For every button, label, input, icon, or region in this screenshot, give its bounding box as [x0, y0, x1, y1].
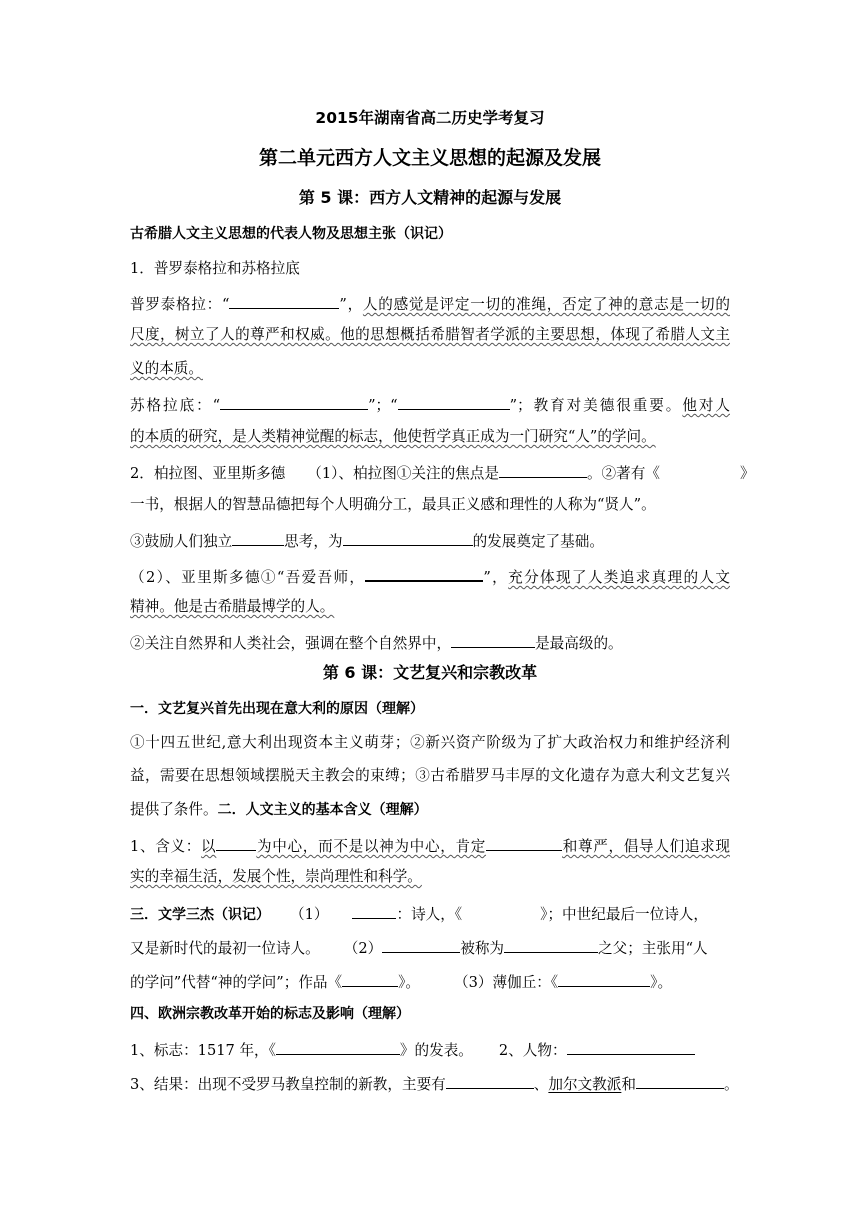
text: 之父；主张用“人 — [598, 940, 708, 957]
fill-blank[interactable] — [499, 461, 587, 478]
text: （1） — [290, 906, 329, 923]
reason-line3 — [130, 800, 428, 820]
fill-blank[interactable] — [451, 631, 535, 648]
text: 》 — [739, 465, 755, 482]
literature-line1 — [130, 902, 708, 925]
text: 是最高级的。 — [535, 635, 623, 652]
reason-line1: ①十四五世纪,意大利出现资本主义萌芽；②新兴资产阶级为了扩大政治权力和维护经济利 — [130, 734, 730, 751]
plato-line2: 一书，根据人的智慧品德把每个人明确分工，最具正义感和理性的人称为“贤人”。 — [130, 496, 656, 513]
fill-blank[interactable] — [229, 292, 339, 309]
fill-blank[interactable] — [276, 1038, 400, 1055]
text: 他对人 — [682, 397, 730, 414]
text: ：诗人，《 — [396, 906, 463, 923]
lesson6-title: 第 6 课：文艺复兴和宗教改革 — [322, 663, 538, 682]
text: ”， — [483, 569, 509, 586]
text: 和尊严，倡导人们追求现 — [562, 838, 730, 855]
fill-blank[interactable] — [636, 1072, 724, 1089]
fill-blank[interactable] — [352, 902, 396, 919]
text: 和 — [621, 1076, 636, 1093]
fill-blank[interactable] — [343, 529, 473, 546]
text: 的学问”代替“神的学问”；作品《 — [130, 974, 343, 991]
section-renaissance-reason: 一．文艺复兴首先出现在意大利的原因（理解） — [130, 701, 424, 717]
protagoras-line3 — [130, 359, 203, 379]
text: ②关注自然界和人类社会，强调在整个自然界中， — [130, 635, 452, 652]
plato-line3 — [130, 529, 604, 552]
text: 的发展奠定了基础。 — [472, 533, 604, 550]
text: 、 — [533, 1076, 549, 1093]
text: 2、人物： — [498, 1042, 567, 1059]
fill-blank[interactable] — [220, 393, 368, 410]
text: ”；教育对美德很重要。 — [509, 397, 683, 414]
text: ③鼓励人们独立 — [130, 533, 233, 550]
aristotle-line1 — [130, 564, 730, 588]
text: 以 — [201, 838, 217, 855]
text: 2．柏拉图、亚里斯多德 — [130, 465, 286, 482]
fill-blank[interactable] — [558, 970, 650, 987]
text: 3、结果：出现不受罗马教皇控制的新教，主要有 — [130, 1076, 446, 1093]
text: 苏格拉底：“ — [130, 397, 221, 414]
lesson5-title: 第 5 课：西方人文精神的起源与发展 — [298, 188, 562, 207]
text: （2） — [343, 940, 383, 957]
text: 1、含义： — [130, 838, 202, 855]
fill-blank[interactable] — [382, 936, 460, 953]
text: 》；中世纪最后一位诗人， — [540, 906, 708, 923]
text: 。 — [723, 1076, 739, 1093]
text: 普罗泰格拉：“ — [130, 296, 230, 313]
reason-line2: 益，需要在思想领域摆脱天主教会的束缚；③古希腊罗马丰厚的文化遗存为意大利文艺复兴 — [130, 767, 730, 784]
fill-blank[interactable] — [567, 1038, 695, 1055]
subheading-protagoras-socrates: 1．普罗泰格拉和苏格拉底 — [130, 260, 300, 277]
aristotle-line3 — [130, 631, 623, 654]
text: 实的幸福生活，发展个性，崇尚理性和科学。 — [130, 868, 422, 885]
text: 思考，为 — [284, 533, 343, 550]
text: 》。 — [398, 974, 420, 991]
text: 》。 — [650, 974, 673, 991]
text: 精神。他是古希腊最博学的人。 — [130, 598, 335, 615]
text: （1）、柏拉图①关注的焦点是 — [307, 465, 499, 482]
section-reformation: 四、欧洲宗教改革开始的标志及影响（理解） — [130, 1006, 410, 1022]
literature-line3 — [130, 970, 672, 993]
section-humanism-meaning: 二．人文主义的基本含义（理解） — [217, 802, 428, 818]
text: 加尔文教派 — [548, 1076, 622, 1093]
text: 为中心，而不是以神为中心，肯定 — [256, 838, 487, 855]
fill-blank[interactable] — [486, 834, 562, 851]
fill-blank[interactable] — [342, 970, 398, 987]
text: 尺度，树立了人的尊严和权威。他的思想概括希腊智者学派的主要思想，体现了希腊人文主 — [130, 326, 730, 343]
text: （2）、亚里斯多德①“吾爱吾师， — [130, 569, 366, 586]
section-greek-humanism: 古希腊人文主义思想的代表人物及思想主张（识记） — [130, 226, 452, 242]
literature-line2 — [130, 936, 708, 959]
protagoras-line2 — [130, 325, 730, 345]
fill-blank[interactable] — [365, 564, 483, 582]
fill-blank[interactable] — [398, 393, 510, 410]
fill-blank[interactable] — [446, 1072, 534, 1089]
fill-blank[interactable] — [504, 936, 598, 953]
text: 》的发表。 — [399, 1042, 473, 1059]
text: 人的感觉是评定一切的准绳，否定了神的意志是一切的 — [362, 296, 730, 313]
socrates-line1 — [130, 393, 730, 416]
text: ”， — [339, 296, 363, 313]
text: 被称为 — [460, 940, 505, 957]
socrates-line2 — [130, 427, 656, 447]
document-title: 2015年湖南省高二历史学考复习 — [315, 109, 545, 127]
plato-line1 — [130, 461, 755, 484]
text: 的本质的研究，是人类精神觉醒的标志，他使哲学真正成为一门研究“人”的学问。 — [130, 428, 656, 445]
text: 又是新时代的最初一位诗人。 — [130, 940, 320, 957]
text: ”；“ — [368, 397, 398, 414]
text: 1、标志：1517 年，《 — [130, 1042, 276, 1059]
text: 提供了条件。 — [130, 801, 218, 818]
unit-title: 第二单元西方人文主义思想的起源及发展 — [258, 147, 601, 169]
meaning-line2 — [130, 867, 422, 887]
reformation-line1 — [130, 1038, 695, 1061]
text: 。②著有《 — [586, 465, 660, 482]
aristotle-line2 — [130, 597, 334, 617]
protagoras-line1 — [130, 292, 730, 315]
text: （3）薄伽丘：《 — [454, 974, 559, 991]
text: 义的本质。 — [130, 360, 203, 377]
meaning-line1 — [130, 834, 730, 857]
fill-blank[interactable] — [216, 834, 256, 851]
section-literature-masters: 三．文学三杰（识记） — [130, 907, 270, 923]
reformation-line2 — [130, 1072, 739, 1095]
text: 充分体现了人类追求真理的人文 — [508, 569, 730, 586]
fill-blank[interactable] — [232, 529, 284, 546]
